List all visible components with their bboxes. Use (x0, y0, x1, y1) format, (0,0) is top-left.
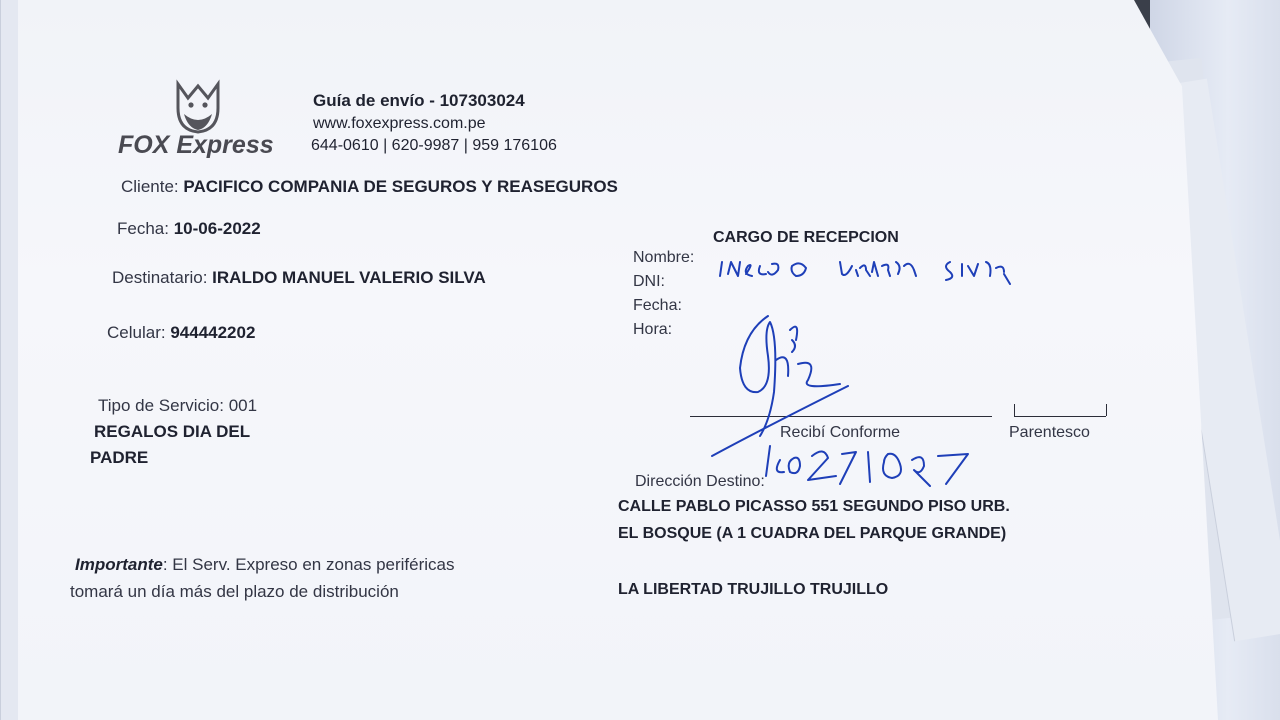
service-type-line2: PADRE (90, 448, 149, 467)
important-label: Importante (75, 555, 163, 574)
date-value: 10-06-2022 (173, 219, 261, 238)
cargo-name-label: Nombre: (633, 249, 695, 266)
relationship-line-tick (1106, 404, 1107, 416)
client-label: Cliente: (121, 177, 179, 196)
cargo-title: CARGO DE RECEPCION (713, 229, 899, 246)
received-label: Recibí Conforme (780, 424, 901, 441)
signature-line (690, 416, 992, 417)
phone-label: Celular: (107, 323, 166, 342)
client-value: PACIFICO COMPANIA DE SEGUROS Y REASEGUROS (183, 177, 618, 196)
phone-value: 944442202 (170, 323, 256, 342)
date-row (117, 219, 261, 239)
important-note-line1: Importante: El Serv. Expreso en zonas periféricas (75, 555, 455, 574)
cargo-time-label: Hora: (633, 321, 673, 338)
important-note-line2: tomará un día más del plazo de distribución (70, 582, 399, 601)
service-type-label: Tipo de Servicio: 001 (98, 396, 258, 415)
relationship-line (1014, 416, 1106, 417)
phone-row (107, 323, 255, 343)
address-line2: EL BOSQUE (A 1 CUADRA DEL PARQUE GRANDE) (618, 525, 1007, 542)
cargo-date-label: Fecha: (633, 297, 682, 314)
guide-title: Guía de envío - 107303024 (313, 91, 525, 110)
address-line3: LA LIBERTAD TRUJILLO TRUJILLO (618, 581, 889, 598)
address-line1: CALLE PABLO PICASSO 551 SEGUNDO PISO URB. (618, 498, 1010, 515)
relationship-label: Parentesco (1009, 424, 1090, 441)
destination-label: Dirección Destino: (635, 473, 765, 490)
client-row (121, 177, 618, 197)
cargo-dni-label: DNI: (633, 273, 665, 290)
recipient-row (112, 268, 486, 288)
phone-numbers: 644-0610 | 620-9987 | 959 176106 (311, 137, 557, 154)
service-type-line1: REGALOS DIA DEL (94, 422, 251, 441)
website-link[interactable]: www.foxexpress.com.pe (313, 115, 486, 132)
recipient-label: Destinatario: (112, 268, 208, 287)
recipient-value: IRALDO MANUEL VALERIO SILVA (212, 268, 486, 287)
date-label: Fecha: (117, 219, 169, 238)
relationship-line-tick (1014, 404, 1015, 416)
brand-name: FOX Express (118, 131, 274, 159)
